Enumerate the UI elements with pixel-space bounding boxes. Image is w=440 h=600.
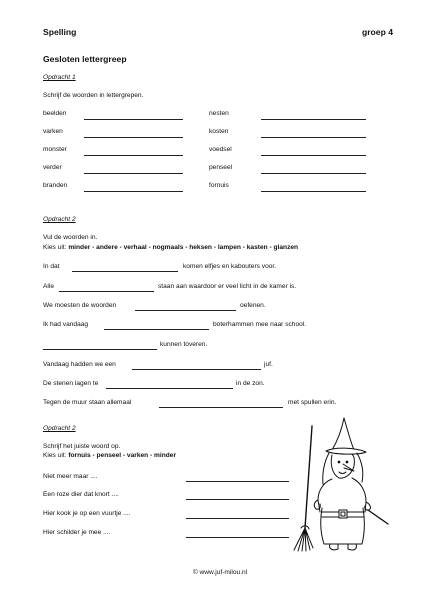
answer-line[interactable]	[261, 173, 366, 174]
sentence-7-before: De stenen lagen te	[43, 380, 99, 387]
sentence-1-after: komen elfjes en kabouters voor.	[183, 263, 277, 270]
word-bank-label: Kies uit:	[43, 244, 67, 251]
sentence-8-after: met spullen erin.	[288, 399, 337, 406]
sentence-2-after: staan aan waardoor er veel licht in de kamer is.	[158, 283, 297, 290]
word-bank-words: minder - andere - verhaal - nogmaals - heksen - lampen - kasten - glanzen	[68, 244, 299, 251]
word-right-2: kosten	[209, 128, 229, 135]
answer-line[interactable]	[84, 155, 183, 156]
sentence-6-blank[interactable]	[132, 369, 261, 370]
sentence-7-blank[interactable]	[106, 388, 233, 389]
sentence-7-after: in de zon.	[236, 380, 265, 387]
answer-line[interactable]	[84, 173, 183, 174]
witch-illustration	[292, 416, 397, 556]
answer-line[interactable]	[261, 191, 366, 192]
opdracht-2-instruction: Vul de woorden in.	[43, 234, 98, 241]
sentence-5-blank[interactable]	[43, 349, 157, 350]
word-left-1: beelden	[43, 110, 67, 117]
sentence-4-after: boterhammen mee naar school.	[213, 321, 307, 328]
answer-line[interactable]	[186, 481, 289, 482]
sentence-1-before: In dat	[43, 263, 60, 270]
answer-line[interactable]	[186, 537, 289, 538]
sentence-6-after: juf.	[264, 361, 273, 368]
answer-line[interactable]	[261, 137, 366, 138]
answer-line[interactable]	[84, 119, 183, 120]
sentence-5-after: kunnen toveren.	[160, 341, 208, 348]
sentence-3-after: oefenen.	[240, 302, 266, 309]
question-3: Hier kook je op een vuurtje ....	[43, 510, 131, 517]
word-right-3: voedsel	[209, 146, 232, 153]
group-label: groep 4	[361, 27, 393, 37]
opdracht-2-heading: Opdracht 2	[43, 216, 76, 223]
answer-line[interactable]	[84, 137, 183, 138]
answer-line[interactable]	[84, 191, 183, 192]
word-left-4: verder	[43, 164, 62, 171]
word-left-2: varken	[43, 128, 63, 135]
page-title: Gesloten lettergreep	[43, 54, 127, 64]
word-left-5: branden	[43, 182, 68, 189]
word-bank	[43, 244, 298, 251]
sentence-2-blank[interactable]	[59, 291, 154, 292]
opdracht-3-instruction: Schrijf het juiste woord op.	[43, 443, 121, 450]
sentence-6-before: Vandaag hadden we een	[43, 361, 116, 368]
answer-line[interactable]	[186, 499, 289, 500]
question-1: Niet meer maar ....	[43, 473, 98, 480]
opdracht-1-instruction: Schrijf de woorden in lettergrepen.	[43, 92, 144, 99]
sentence-2-before: Alle	[43, 283, 54, 290]
answer-line[interactable]	[186, 518, 289, 519]
word-bank-2	[43, 452, 176, 459]
word-right-5: fornuis	[209, 182, 229, 189]
sentence-1-blank[interactable]	[72, 271, 178, 272]
sentence-4-blank[interactable]	[104, 329, 209, 330]
sentence-3-blank[interactable]	[135, 310, 236, 311]
sentence-4-before: Ik had vandaag	[43, 321, 89, 328]
word-bank-2-words: fornuis - penseel - varken - minder	[68, 452, 177, 459]
answer-line[interactable]	[261, 119, 366, 120]
question-2: Een roze dier dat knort ....	[43, 491, 119, 498]
answer-line[interactable]	[261, 155, 366, 156]
opdracht-1-heading: Opdracht 1	[43, 74, 76, 81]
sentence-8-before: Tegen de muur staan allemaal	[43, 399, 132, 406]
opdracht-3-heading: Opdracht 2	[43, 425, 76, 432]
word-right-4: penseel	[209, 164, 233, 171]
word-left-3: monster	[43, 146, 67, 153]
question-4: Hier schilder je mee ....	[43, 529, 111, 536]
sentence-8-blank[interactable]	[159, 407, 283, 408]
footer-copyright: © www.juf-milou.nl	[192, 569, 248, 576]
sentence-3-before: We moesten de woorden	[43, 302, 117, 309]
subject-heading: Spelling	[43, 27, 77, 37]
word-right-1: nesten	[209, 110, 229, 117]
word-bank-2-label: Kies uit:	[43, 452, 67, 459]
